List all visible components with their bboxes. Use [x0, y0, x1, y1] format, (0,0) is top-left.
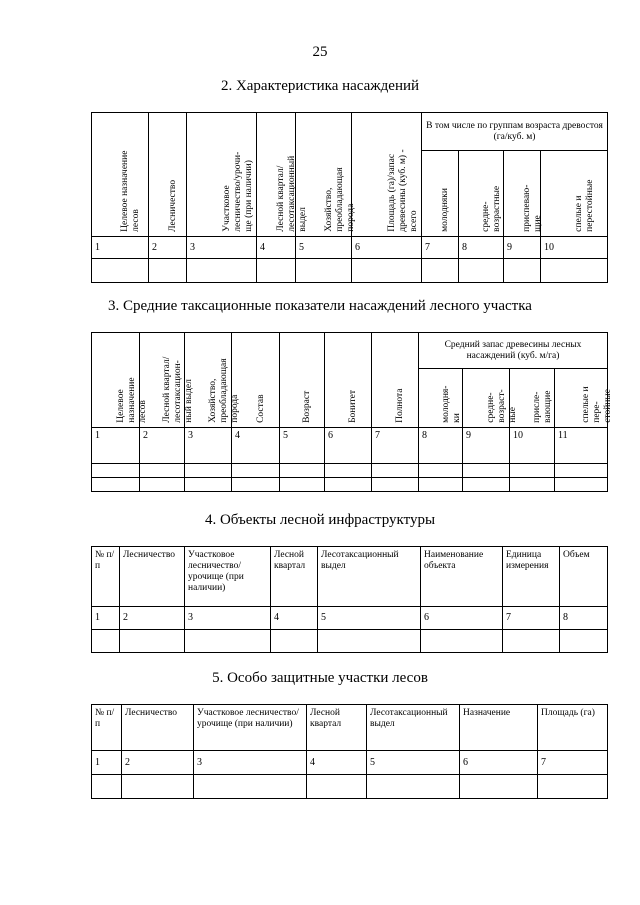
- header-text: [168, 180, 179, 232]
- subheader-maturing: [504, 151, 541, 237]
- header-object-name: Наименование объекта: [421, 547, 503, 607]
- header-line: присле-: [532, 391, 542, 423]
- header-line: Целевое: [115, 389, 126, 423]
- header-line: Хозяйство,: [208, 378, 218, 423]
- column-number: 4: [232, 428, 280, 464]
- header-line: лесничество/урочи-: [232, 151, 243, 232]
- header-line: лесотаксационный: [286, 156, 297, 232]
- header-line: молодня-: [440, 385, 451, 423]
- header-line: Лесной квартал/: [162, 356, 172, 423]
- column-number: 2: [120, 607, 185, 630]
- header-line: спелые и: [581, 386, 591, 423]
- column-number: 9: [463, 428, 510, 464]
- header-taxation-unit: Лесотаксационный выдел: [367, 705, 460, 751]
- header-forest-block: Лесной квартал: [271, 547, 318, 607]
- column-number: 11: [555, 428, 608, 464]
- header-purpose: [92, 333, 148, 428]
- header-text: [348, 390, 359, 423]
- column-number: 10: [510, 428, 555, 464]
- section-5-title: 5. Особо защитные участки лесов: [212, 670, 428, 686]
- header-line: лесов: [137, 400, 148, 423]
- header-line: Участковое: [221, 185, 232, 232]
- column-number: 9: [504, 237, 541, 259]
- column-number: 7: [422, 237, 459, 259]
- header-forestry: [149, 113, 187, 237]
- subheader-maturing: [507, 369, 555, 428]
- header-line: ные: [507, 407, 518, 423]
- header-line: назначение: [126, 377, 137, 423]
- column-number: 3: [185, 428, 232, 464]
- column-number: 7: [503, 607, 560, 630]
- header-volume: Объем: [560, 547, 608, 607]
- header-text: [222, 152, 255, 232]
- section-3-title: 3. Средние таксационные показатели насаждений лесного участка: [108, 298, 532, 314]
- header-line: спелые и: [574, 195, 584, 232]
- header-line: молодняки: [440, 188, 450, 232]
- column-number: 6: [352, 237, 422, 259]
- column-number: 6: [325, 428, 372, 464]
- header-text: [302, 391, 313, 423]
- column-number: 6: [460, 751, 538, 775]
- header-number: № п/п: [92, 547, 120, 607]
- header-text: [574, 180, 596, 232]
- taxation-indicators-table: [91, 332, 613, 492]
- header-line: всего: [408, 210, 419, 232]
- header-text: [395, 389, 406, 423]
- header-forestry: Лесничество: [122, 705, 194, 751]
- header-line: преобладающая: [334, 167, 345, 232]
- page-number: 25: [312, 44, 328, 60]
- column-number: 4: [271, 607, 318, 630]
- infrastructure-objects-table: [91, 546, 608, 653]
- header-area: Площадь (га): [538, 705, 608, 751]
- subheader-young: [419, 369, 463, 428]
- column-number: 1: [92, 428, 140, 464]
- header-district-forestry: [187, 113, 257, 237]
- header-line: Площадь (га)/запас: [386, 154, 397, 232]
- subheader-middle-aged: [463, 369, 518, 428]
- header-line: преобладающая: [218, 358, 229, 423]
- column-number: 5: [318, 607, 421, 630]
- header-line: ще (при наличии): [243, 160, 254, 232]
- header-line: Полнота: [395, 388, 405, 423]
- column-number: 2: [122, 751, 194, 775]
- subheader-mature: [555, 369, 613, 428]
- column-number: 5: [280, 428, 325, 464]
- header-dominant-species: [296, 113, 356, 237]
- header-line: средне-: [486, 392, 496, 423]
- header-site-class: [325, 333, 372, 428]
- section-4-title: 4. Объекты лесной инфраструктуры: [204, 512, 436, 528]
- header-line: лесов: [130, 209, 141, 232]
- header-line: стойные: [602, 389, 613, 423]
- header-line: перестойные: [584, 179, 595, 232]
- header-line: возрастные: [491, 186, 502, 232]
- column-number: 8: [419, 428, 463, 464]
- subheader-young: [422, 151, 459, 237]
- table-row-empty: [92, 464, 608, 478]
- header-text: [256, 394, 267, 423]
- header-text: [441, 386, 463, 423]
- section-2-title: 2. Характеристика насаждений: [220, 78, 420, 94]
- table-row-empty: [92, 775, 608, 799]
- table-row-numbers: [92, 751, 608, 775]
- header-text: [387, 150, 420, 232]
- header-line: Бонитет: [348, 390, 358, 423]
- column-number: 3: [185, 607, 271, 630]
- column-number: 1: [92, 751, 122, 775]
- header-text: [440, 188, 451, 232]
- column-number: 6: [421, 607, 503, 630]
- table-row-numbers: [92, 428, 608, 464]
- header-line: древесины (куб. м) -: [397, 149, 408, 232]
- column-number: 7: [372, 428, 419, 464]
- column-number: 4: [307, 751, 367, 775]
- header-dominant-species: [185, 333, 240, 428]
- header-district-forestry: Участковое лесничество/урочище (при наличии): [194, 705, 307, 751]
- protective-areas-table: [91, 704, 608, 799]
- column-number: 4: [257, 237, 296, 259]
- header-average-stock: Средний запас древесины лесных насаждений (куб. м/га): [419, 333, 608, 369]
- header-line: вающие: [542, 390, 553, 423]
- header-line: пере-: [591, 401, 602, 423]
- header-line: ный выдел: [183, 379, 194, 423]
- header-text: [481, 186, 503, 232]
- header-block: [257, 113, 308, 237]
- header-text: [532, 391, 554, 423]
- header-composition: [229, 333, 280, 428]
- header-unit: Единица измерения: [503, 547, 560, 607]
- header-taxation-unit: Лесотаксационный выдел: [318, 547, 421, 607]
- subheader-mature: [541, 151, 608, 237]
- header-age-groups: В том числе по группам возраста древостоя (га/куб. м): [422, 113, 608, 151]
- column-number: 10: [541, 237, 608, 259]
- header-line: Целевое назначение: [120, 150, 130, 232]
- header-line: щие: [532, 215, 543, 232]
- column-number: 8: [560, 607, 608, 630]
- header-line: ки: [451, 413, 462, 423]
- header-purpose: Назначение: [460, 705, 538, 751]
- table-row-empty: [92, 259, 608, 283]
- header-line: лесотаксацион-: [172, 360, 183, 423]
- column-number: 3: [187, 237, 257, 259]
- header-number: № п/п: [92, 705, 122, 751]
- header-line: Лесничество: [167, 180, 178, 232]
- header-line: порода: [345, 203, 356, 232]
- header-district-forestry: Участковое лесничество/ урочище (при наличии): [185, 547, 271, 607]
- header-line: Хозяйство,: [323, 187, 334, 232]
- table-row-numbers: [92, 237, 608, 259]
- header-line: выдел: [297, 207, 308, 232]
- header-line: Лесной квартал/: [276, 165, 286, 232]
- plantations-table: [91, 112, 608, 283]
- column-number: 2: [149, 237, 187, 259]
- header-line: приспеваю-: [522, 184, 532, 232]
- table-row-numbers: [92, 607, 608, 630]
- table-row-empty: [92, 630, 608, 653]
- column-number: 3: [194, 751, 307, 775]
- header-forest-block: Лесной квартал: [307, 705, 367, 751]
- column-number: 7: [538, 751, 608, 775]
- column-number: 5: [367, 751, 460, 775]
- header-block: [140, 333, 194, 428]
- header-density: [372, 333, 419, 428]
- header-text: [120, 151, 142, 232]
- header-line: Состав: [255, 394, 266, 423]
- subheader-middle-aged: [459, 151, 504, 237]
- table-row-empty: [92, 478, 608, 492]
- header-purpose: [92, 113, 149, 237]
- header-age: [280, 333, 325, 428]
- header-text: [581, 387, 614, 423]
- header-line: возраст-: [496, 389, 507, 423]
- column-number: 5: [296, 237, 352, 259]
- header-line: Возраст: [302, 390, 312, 423]
- column-number: 1: [92, 237, 149, 259]
- header-line: порода: [229, 394, 240, 423]
- column-number: 1: [92, 607, 120, 630]
- header-area-stock: [352, 113, 422, 237]
- header-line: средне-: [481, 201, 491, 232]
- column-number: 2: [140, 428, 185, 464]
- header-forestry: Лесничество: [120, 547, 185, 607]
- column-number: 8: [459, 237, 504, 259]
